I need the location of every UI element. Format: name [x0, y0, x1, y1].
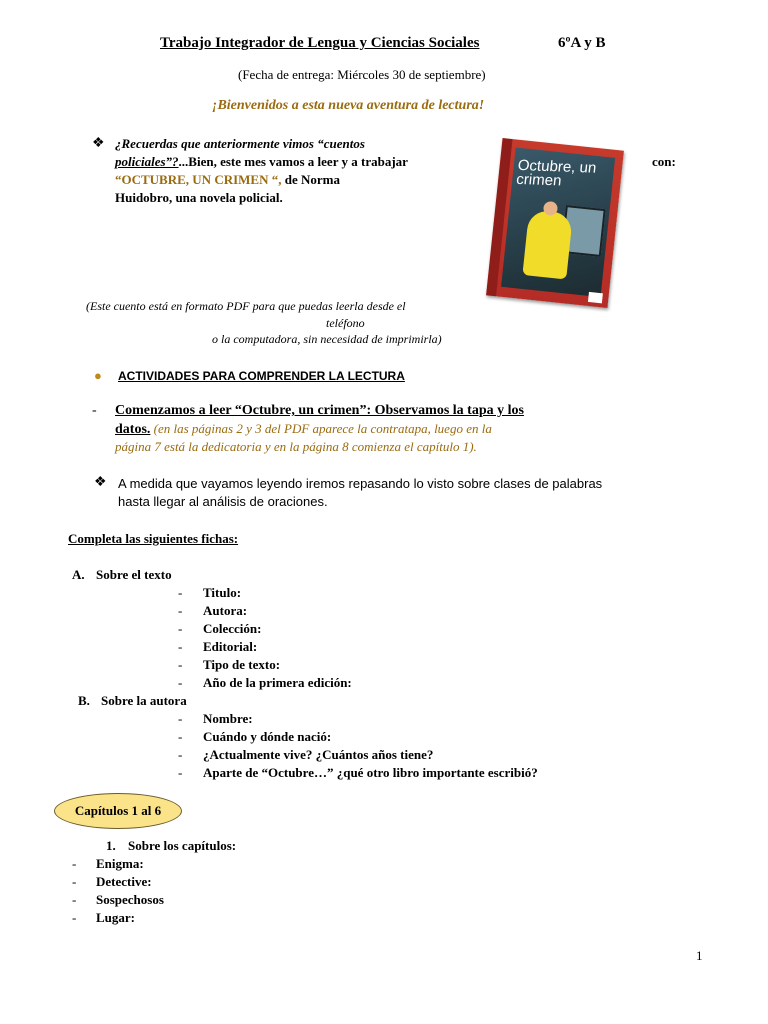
activities-heading: ACTIVIDADES PARA COMPRENDER LA LECTURA — [118, 369, 405, 383]
due-date: (Fecha de entrega: Miércoles 30 de septiembre) — [238, 67, 486, 82]
list-item: Enigma: — [96, 856, 144, 871]
dash-bullet: - — [92, 403, 97, 418]
list-item: - — [178, 711, 183, 726]
diamond-bullet-icon: ❖ — [92, 136, 105, 151]
question-1-title: Sobre los capítulos: — [128, 838, 237, 853]
fichas-heading: Completa las siguientes fichas: — [68, 531, 239, 546]
pdf-note-line2: teléfono — [326, 316, 365, 330]
list-item: - — [72, 856, 77, 871]
section-a-title: Sobre el texto — [96, 567, 172, 582]
list-item: Año de la primera edición: — [203, 675, 352, 690]
start-datos: datos. — [115, 422, 151, 437]
author-text-a: de Norma — [281, 172, 340, 187]
list-item: - — [178, 657, 183, 672]
start-line2 — [115, 421, 492, 438]
review-line1: A medida que vayamos leyendo iremos repasando lo visto sobre clases de palabras — [118, 476, 603, 491]
list-item: Titulo: — [203, 585, 242, 600]
cover-figure — [522, 209, 573, 279]
section-a-label: A. — [72, 567, 85, 582]
chapters-badge — [54, 793, 182, 829]
list-item: Detective: — [96, 874, 152, 889]
list-item: ¿Actualmente vive? ¿Cuántos años tiene? — [203, 747, 434, 762]
cover-title: Octubre, un crimen — [515, 156, 598, 190]
welcome-heading: ¡Bienvenidos a esta nueva aventura de lectura! — [212, 98, 485, 113]
list-item: Nombre: — [203, 711, 253, 726]
list-item: Aparte de “Octubre…” ¿qué otro libro importante escribió? — [203, 765, 538, 780]
list-item: - — [178, 585, 183, 600]
intro-line3 — [115, 172, 340, 188]
book-cover-image — [486, 138, 624, 308]
document-title: Trabajo Integrador de Lengua y Ciencias Sociales — [160, 35, 480, 51]
list-item: - — [72, 910, 77, 925]
list-item: - — [178, 765, 183, 780]
start-line3: página 7 está la dedicatoria y en la página 8 comienza el capítulo 1). — [115, 439, 477, 454]
list-item: - — [178, 639, 183, 654]
intro-question-line1: ¿Recuerdas que anteriormente vimos “cuentos — [115, 136, 365, 151]
start-pages-note: (en las páginas 2 y 3 del PDF aparece la contratapa, luego en la — [150, 421, 492, 436]
list-item: Cuándo y dónde nació: — [203, 729, 332, 744]
list-item: - — [178, 675, 183, 690]
page-number: 1 — [696, 948, 703, 963]
list-item: - — [72, 874, 77, 889]
intro-con: con: — [652, 154, 676, 169]
list-item: - — [178, 729, 183, 744]
list-item: Tipo de texto: — [203, 657, 281, 672]
intro-question-line2: policiales”? — [115, 154, 179, 169]
section-b-label: B. — [78, 693, 90, 708]
author-text-b: Huidobro, una novela policial. — [115, 190, 283, 205]
intro-line2 — [115, 154, 408, 170]
review-line2: hasta llegar al análisis de oraciones. — [118, 494, 328, 509]
list-item: - — [178, 621, 183, 636]
list-item: - — [72, 892, 77, 907]
list-item: Lugar: — [96, 910, 135, 925]
chapters-badge-label: Capítulos 1 al 6 — [74, 803, 162, 818]
list-item: Autora: — [203, 603, 248, 618]
intro-read-text: ...Bien, este mes vamos a leer y a trabajar — [178, 154, 408, 169]
question-1-label: 1. — [106, 838, 116, 853]
list-item: Colección: — [203, 621, 262, 636]
list-item: - — [178, 603, 183, 618]
grade-label: 6ºA y B — [558, 35, 606, 51]
start-line1: Comenzamos a leer “Octubre, un crimen”: Observamos la tapa y los — [115, 403, 524, 418]
pdf-note-line3: o la computadora, sin necesidad de imprimirla) — [212, 332, 442, 346]
list-item: Editorial: — [203, 639, 258, 654]
diamond-bullet-icon: ❖ — [94, 475, 107, 490]
pdf-note-line1: (Este cuento está en formato PDF para que puedas leerla desde el — [86, 299, 406, 313]
round-bullet-icon: ● — [94, 368, 102, 383]
publisher-logo-icon — [588, 292, 603, 303]
list-item: Sospechosos — [96, 892, 164, 907]
list-item: - — [178, 747, 183, 762]
section-b-title: Sobre la autora — [101, 693, 187, 708]
book-title: “OCTUBRE, UN CRIMEN “, — [115, 172, 282, 187]
